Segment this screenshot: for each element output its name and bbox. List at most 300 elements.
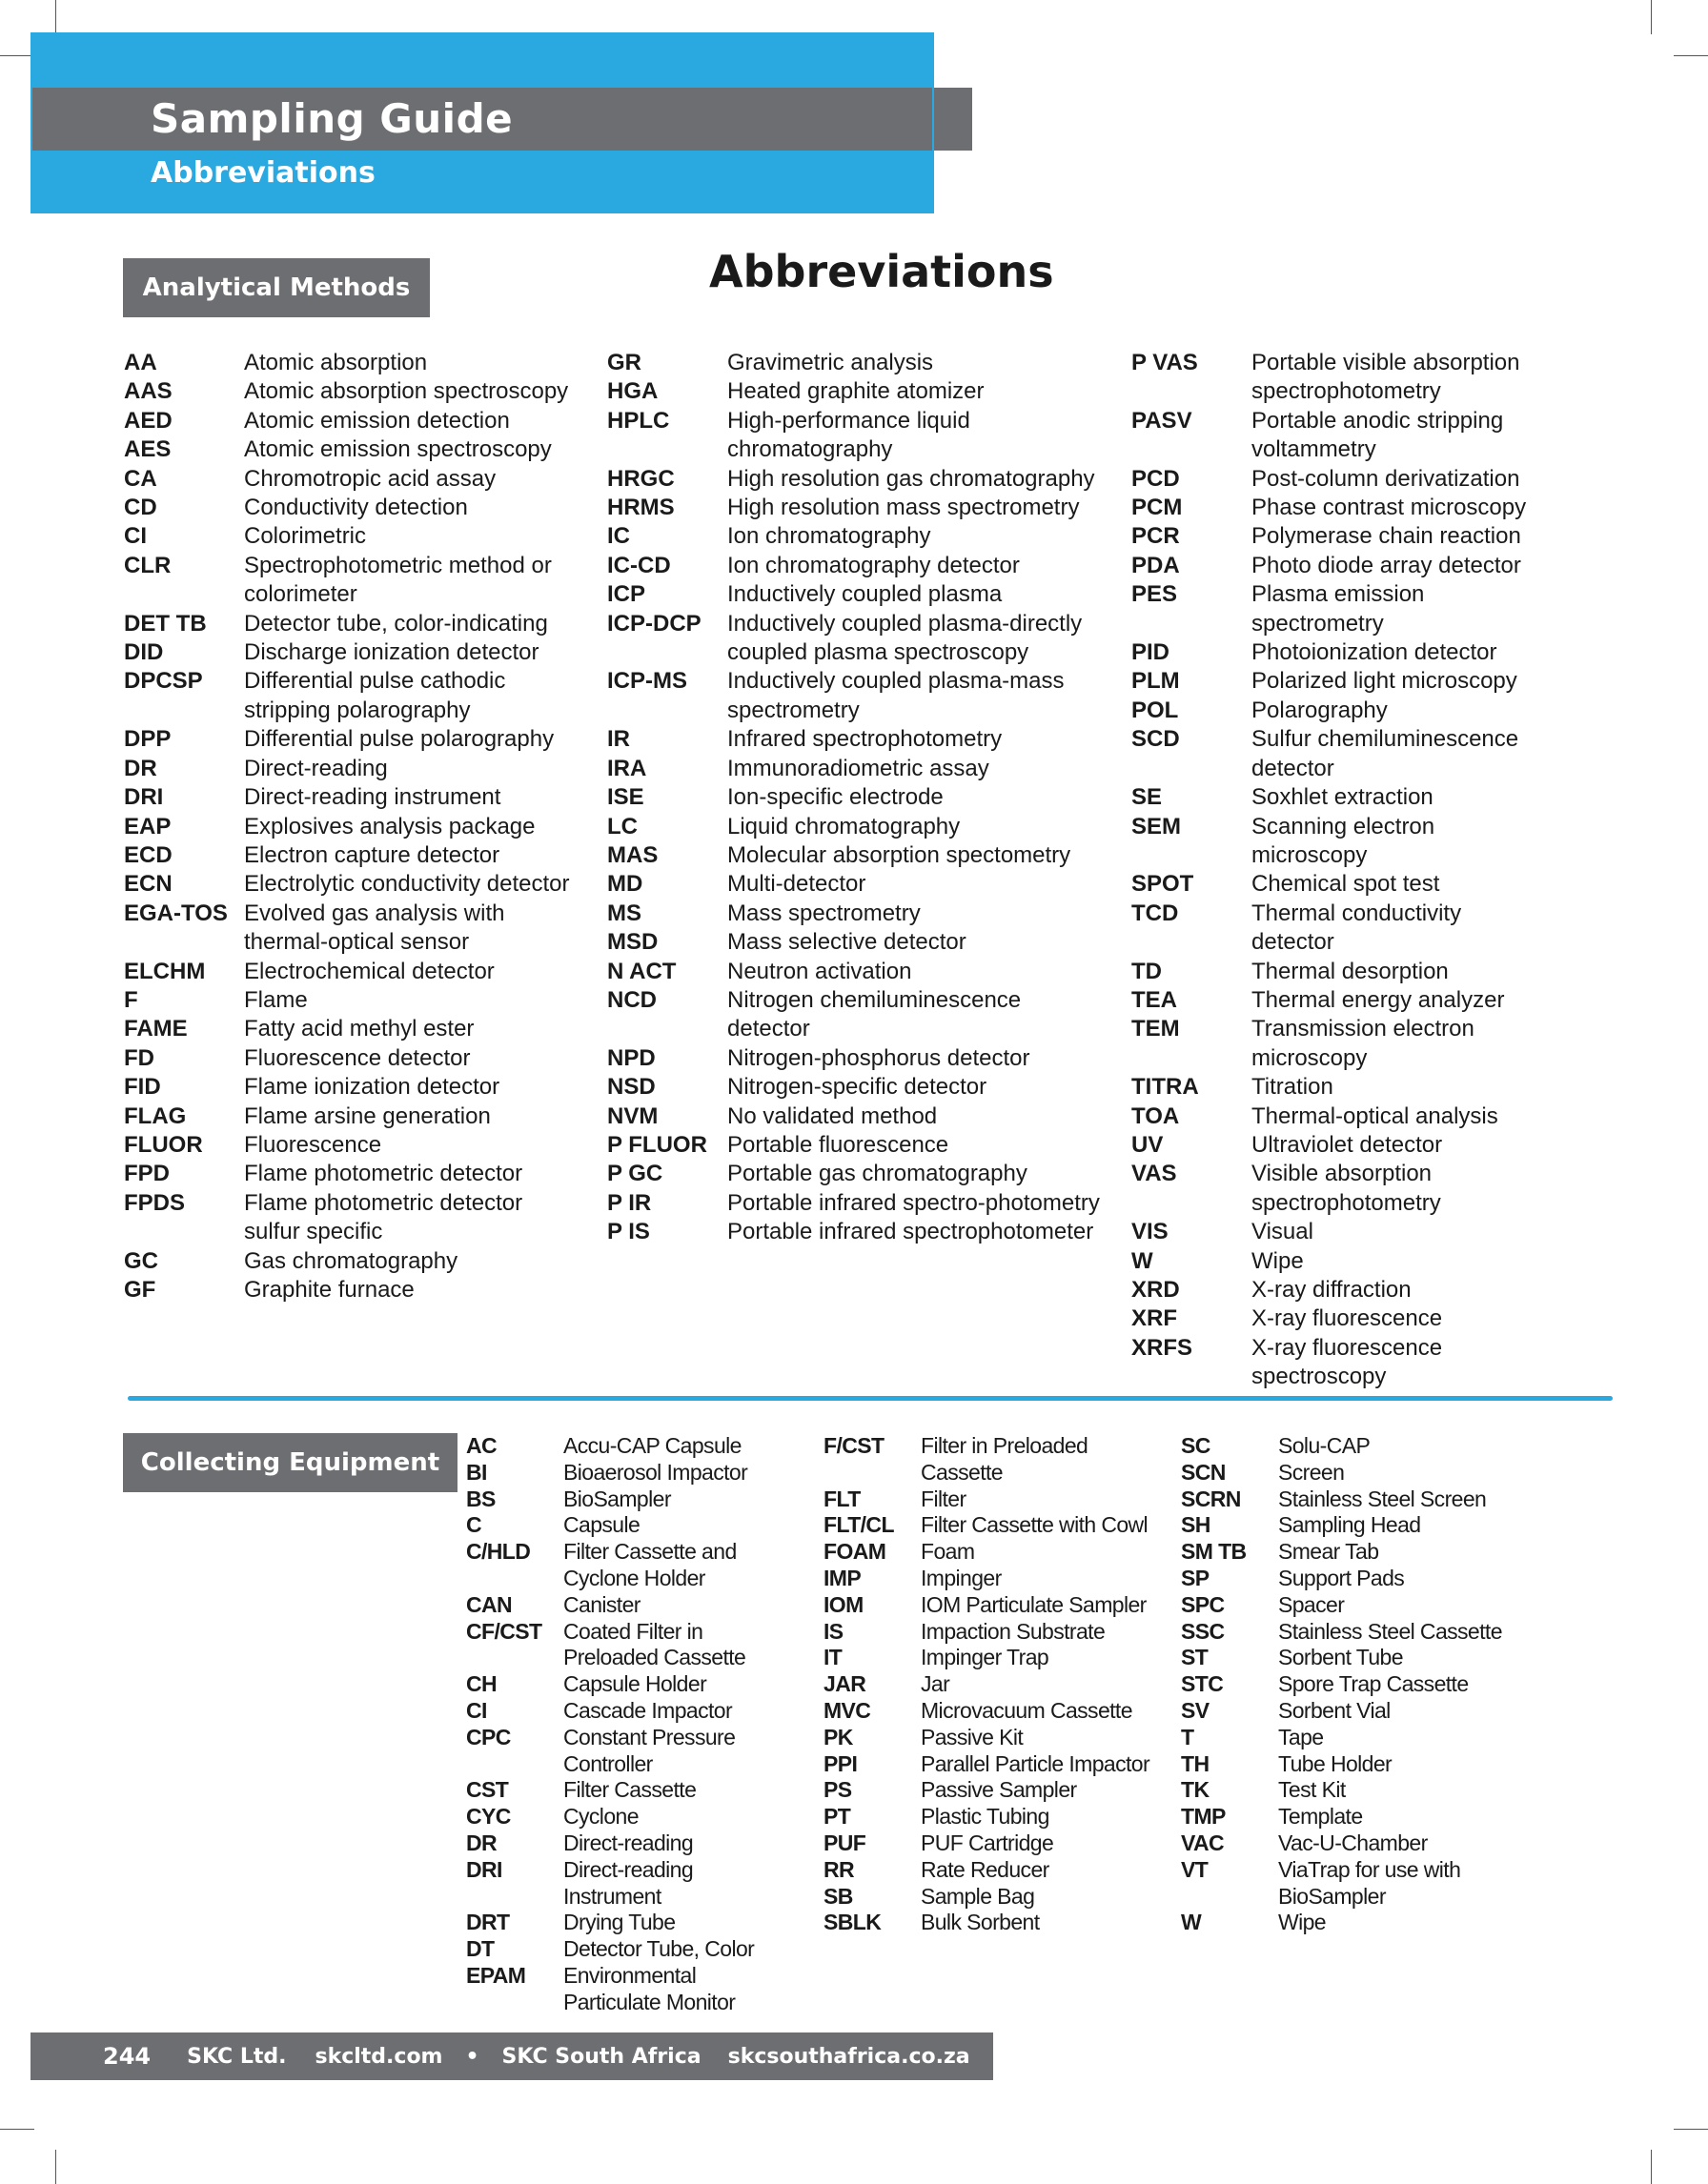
abbreviation-entry (607, 580, 1103, 609)
abbreviation-code: C (466, 1512, 482, 1538)
abbreviation-code: CYC (466, 1804, 511, 1830)
abbreviation-definition: Electron capture detector (244, 841, 500, 868)
abbreviation-definition: Portable visible absorption spectrophotometry (1251, 350, 1520, 405)
abbreviation-definition: Thermal desorption (1251, 958, 1449, 984)
abbreviation-code: SSC (1181, 1618, 1225, 1644)
equipment-entry (1181, 1433, 1534, 1460)
abbreviation-definition: Atomic emission spectroscopy (244, 436, 552, 463)
abbreviation-entry (607, 725, 1103, 754)
abbreviation-code: EAP (124, 813, 172, 839)
abbreviation-definition: Flame photometric detector sulfur specific (244, 1189, 523, 1245)
equipment-entry (1181, 1857, 1534, 1911)
abbreviation-entry (607, 841, 1103, 870)
abbreviation-code: AES (124, 436, 172, 463)
abbreviation-code: TEA (1131, 986, 1177, 1013)
equipment-entry (466, 1592, 790, 1619)
abbreviation-definition: Conductivity detection (244, 495, 468, 521)
abbreviation-definition: Nitrogen-specific detector (727, 1074, 987, 1101)
abbreviation-code: MSD (607, 929, 659, 956)
abbreviation-definition: Sampling Head (1278, 1512, 1421, 1538)
abbreviation-entry (124, 610, 572, 638)
abbreviation-definition: Tube Holder (1278, 1750, 1393, 1776)
abbreviation-definition: Jar (921, 1671, 950, 1697)
abbreviation-definition: Fluorescence detector (244, 1044, 471, 1071)
analytical-column-2 (607, 349, 1103, 1247)
abbreviation-entry (124, 435, 572, 464)
abbreviation-definition: Immunoradiometric assay (727, 755, 989, 781)
page-number: 244 (103, 2043, 152, 2070)
abbreviation-definition: Ion chromatography detector (727, 552, 1020, 578)
abbreviation-definition: Test Kit (1278, 1777, 1346, 1803)
equipment-entry (466, 1512, 790, 1539)
abbreviation-entry (124, 552, 572, 610)
abbreviation-code: ICP-DCP (607, 610, 702, 637)
abbreviation-definition: X-ray fluorescence (1251, 1305, 1443, 1332)
equipment-entry (466, 1804, 790, 1830)
abbreviation-code: TMP (1181, 1804, 1226, 1830)
abbreviation-code: DT (466, 1936, 495, 1962)
abbreviation-code: LC (607, 813, 638, 839)
abbreviation-entry (607, 667, 1103, 725)
abbreviation-code: F (124, 986, 138, 1013)
equipment-entry (1181, 1804, 1534, 1830)
equipment-entry (824, 1698, 1152, 1725)
equipment-entry (1181, 1725, 1534, 1751)
equipment-entry (1181, 1619, 1534, 1646)
abbreviation-entry (607, 1102, 1103, 1131)
abbreviation-definition: Graphite furnace (244, 1277, 415, 1303)
equipment-entry (824, 1645, 1152, 1671)
abbreviation-entry (1131, 1276, 1541, 1304)
abbreviation-entry (124, 638, 572, 667)
abbreviation-definition: BioSampler (563, 1486, 671, 1511)
abbreviation-code: FLAG (124, 1102, 187, 1129)
equipment-column-3 (1181, 1433, 1534, 1936)
equipment-column-2 (824, 1433, 1152, 1936)
abbreviation-entry (607, 1131, 1103, 1160)
abbreviation-entry (607, 494, 1103, 522)
abbreviation-definition: Differential pulse cathodic stripping polarography (244, 668, 506, 723)
abbreviation-code: CA (124, 465, 157, 492)
equipment-entry (824, 1804, 1152, 1830)
abbreviation-code: P FLUOR (607, 1131, 707, 1158)
abbreviation-code: CI (124, 523, 147, 550)
abbreviation-code: XRD (1131, 1277, 1180, 1303)
abbreviation-code: PASV (1131, 407, 1192, 434)
abbreviation-definition: Fluorescence (244, 1131, 382, 1158)
abbreviation-code: GF (124, 1277, 156, 1303)
abbreviation-definition: Molecular absorption spectometry (727, 841, 1071, 868)
abbreviation-code: ICP (607, 581, 646, 608)
abbreviation-definition: Vac-U-Chamber (1278, 1830, 1428, 1855)
abbreviation-code: ECD (124, 841, 173, 868)
abbreviation-definition: Flame photometric detector (244, 1161, 523, 1187)
abbreviation-code: CF/CST (466, 1618, 542, 1644)
abbreviation-code: PID (1131, 639, 1170, 666)
abbreviation-definition: Differential pulse polarography (244, 726, 555, 753)
abbreviation-entry (607, 870, 1103, 899)
abbreviation-code: PCD (1131, 465, 1180, 492)
abbreviation-definition: Spore Trap Cassette (1278, 1671, 1469, 1697)
abbreviation-definition: Capsule Holder (563, 1671, 707, 1697)
abbreviation-definition: Flame (244, 986, 308, 1013)
abbreviation-definition: Mass selective detector (727, 929, 966, 956)
abbreviation-code: FID (124, 1074, 161, 1101)
abbreviation-definition: Thermal energy analyzer (1251, 986, 1505, 1013)
abbreviation-entry (1131, 1073, 1541, 1102)
abbreviation-definition: Explosives analysis package (244, 813, 536, 839)
abbreviation-code: C/HLD (466, 1539, 531, 1565)
equipment-entry (1181, 1539, 1534, 1566)
crop-mark (0, 2129, 34, 2130)
equipment-entry (466, 1539, 790, 1592)
analytical-column-3 (1131, 349, 1541, 1392)
abbreviation-definition: Parallel Particle Impactor (921, 1750, 1150, 1776)
abbreviation-code: PCR (1131, 523, 1180, 550)
abbreviation-definition: Foam (921, 1539, 975, 1565)
equipment-entry (466, 1830, 790, 1857)
abbreviation-definition: Visual (1251, 1219, 1313, 1245)
abbreviation-entry (1131, 349, 1541, 407)
abbreviation-code: TK (1181, 1777, 1210, 1803)
abbreviation-code: P IS (607, 1219, 650, 1245)
equipment-entry (466, 1671, 790, 1698)
abbreviation-code: AC (466, 1433, 498, 1458)
abbreviation-definition: Portable infrared spectrophotometer (727, 1219, 1094, 1245)
abbreviation-code: AED (124, 407, 173, 434)
abbreviation-code: T (1181, 1724, 1194, 1749)
abbreviation-entry (1131, 725, 1541, 783)
abbreviation-code: VAS (1131, 1161, 1177, 1187)
abbreviation-code: FAME (124, 1016, 188, 1042)
abbreviation-entry (124, 349, 572, 377)
abbreviation-definition: Post-column derivatization (1251, 465, 1520, 492)
abbreviation-definition: Accu-CAP Capsule (563, 1433, 742, 1458)
equipment-entry (824, 1486, 1152, 1513)
abbreviation-code: XRF (1131, 1305, 1177, 1332)
abbreviation-definition: Infrared spectrophotometry (727, 726, 1003, 753)
abbreviation-definition: Inductively coupled plasma-directly coupled plasma spectroscopy (727, 610, 1083, 666)
abbreviation-definition: IOM Particulate Sampler (921, 1591, 1147, 1617)
abbreviation-entry (607, 755, 1103, 783)
equipment-entry (824, 1857, 1152, 1884)
abbreviation-code: DPCSP (124, 668, 203, 695)
abbreviation-definition: Cyclone (563, 1804, 639, 1830)
abbreviation-entry (124, 1247, 572, 1276)
abbreviation-code: W (1181, 1910, 1202, 1935)
abbreviation-entry (607, 465, 1103, 494)
abbreviation-definition: Wipe (1251, 1247, 1304, 1274)
equipment-entry (1181, 1830, 1534, 1857)
abbreviation-definition: Bulk Sorbent (921, 1910, 1040, 1935)
abbreviation-definition: Chemical spot test (1251, 871, 1440, 898)
abbreviation-code: SP (1181, 1565, 1210, 1590)
abbreviation-code: FLT (824, 1486, 861, 1511)
abbreviation-definition: Passive Kit (921, 1724, 1024, 1749)
abbreviation-definition: Template (1278, 1804, 1363, 1830)
abbreviation-code: SH (1181, 1512, 1210, 1538)
abbreviation-definition: Heated graphite atomizer (727, 378, 985, 405)
analytical-column-1 (124, 349, 572, 1304)
abbreviation-entry (124, 377, 572, 406)
abbreviation-code: FPDS (124, 1189, 186, 1216)
abbreviation-definition: Visible absorption spectrophotometry (1251, 1161, 1441, 1216)
abbreviation-entry (1131, 783, 1541, 812)
equipment-entry (466, 1777, 790, 1804)
abbreviation-definition: Plasma emission spectrometry (1251, 581, 1425, 637)
abbreviation-definition: Nitrogen chemiluminescence detector (727, 986, 1022, 1042)
abbreviation-entry (1131, 580, 1541, 638)
abbreviation-definition: Gravimetric analysis (727, 350, 934, 375)
equipment-entry (1181, 1645, 1534, 1671)
abbreviation-definition: Detector tube, color-indicating (244, 610, 548, 637)
abbreviation-code: TCD (1131, 900, 1179, 926)
equipment-entry (824, 1539, 1152, 1566)
abbreviation-definition: Capsule (563, 1512, 640, 1538)
abbreviation-code: NPD (607, 1044, 656, 1071)
abbreviation-entry (607, 610, 1103, 668)
abbreviation-code: DRT (466, 1910, 510, 1935)
equipment-entry (824, 1433, 1152, 1486)
abbreviation-definition: Stainless Steel Cassette (1278, 1618, 1502, 1644)
section-divider (128, 1396, 1613, 1401)
abbreviation-code: STC (1181, 1671, 1224, 1697)
abbreviation-code: SPOT (1131, 871, 1194, 898)
abbreviation-entry (124, 900, 572, 958)
abbreviation-code: IC-CD (607, 552, 671, 578)
abbreviation-entry (607, 1073, 1103, 1102)
abbreviation-definition: Direct-reading (563, 1830, 694, 1855)
abbreviation-entry (124, 465, 572, 494)
abbreviation-code: MAS (607, 841, 659, 868)
abbreviation-entry (124, 958, 572, 986)
abbreviation-definition: Gas chromatography (244, 1247, 458, 1274)
footer-site-1: skcltd.com (315, 2044, 443, 2069)
abbreviation-code: RR (824, 1856, 855, 1882)
abbreviation-code: IC (607, 523, 630, 550)
equipment-entry (466, 1725, 790, 1778)
abbreviation-entry (124, 813, 572, 841)
equipment-entry (824, 1910, 1152, 1936)
abbreviation-code: VIS (1131, 1219, 1169, 1245)
abbreviation-entry (124, 783, 572, 812)
abbreviation-code: PT (824, 1804, 851, 1830)
abbreviation-entry (607, 407, 1103, 465)
abbreviation-code: ST (1181, 1645, 1209, 1670)
abbreviation-entry (1131, 638, 1541, 667)
abbreviation-entry (1131, 407, 1541, 465)
abbreviation-entry (607, 349, 1103, 377)
abbreviation-entry (1131, 494, 1541, 522)
abbreviation-entry (1131, 667, 1541, 696)
abbreviation-definition: Phase contrast microscopy (1251, 495, 1527, 521)
abbreviation-code: SB (824, 1883, 853, 1909)
abbreviation-entry (607, 958, 1103, 986)
abbreviation-code: HGA (607, 378, 659, 405)
abbreviation-definition: Sorbent Tube (1278, 1645, 1403, 1670)
abbreviation-code: VAC (1181, 1830, 1225, 1855)
abbreviation-code: HRGC (607, 465, 675, 492)
abbreviation-definition: Colorimetric (244, 523, 367, 550)
abbreviation-definition: Atomic emission detection (244, 407, 510, 434)
abbreviation-entry (124, 755, 572, 783)
abbreviation-code: TH (1181, 1750, 1210, 1776)
abbreviation-definition: Electrolytic conductivity detector (244, 871, 570, 898)
abbreviation-definition: Polymerase chain reaction (1251, 523, 1521, 550)
abbreviation-entry (124, 725, 572, 754)
abbreviation-definition: Coated Filter in Preloaded Cassette (563, 1618, 746, 1670)
abbreviation-entry (1131, 870, 1541, 899)
abbreviation-definition: Nitrogen-phosphorus detector (727, 1044, 1030, 1071)
footer-bar (30, 2032, 993, 2080)
abbreviation-definition: Wipe (1278, 1910, 1327, 1935)
abbreviation-entry (607, 1044, 1103, 1073)
abbreviation-definition: Portable infrared spectro-photometry (727, 1189, 1100, 1216)
abbreviation-code: DPP (124, 726, 172, 753)
abbreviation-code: PCM (1131, 495, 1183, 521)
abbreviation-definition: Canister (563, 1591, 640, 1617)
header-subtitle: Abbreviations (151, 156, 376, 190)
abbreviation-entry (1131, 522, 1541, 551)
abbreviation-definition: Tape (1278, 1724, 1324, 1749)
abbreviation-code: PS (824, 1777, 852, 1803)
equipment-entry (466, 1433, 790, 1460)
abbreviation-definition: Direct-reading Instrument (563, 1856, 694, 1909)
abbreviation-code: HPLC (607, 407, 670, 434)
equipment-entry (824, 1751, 1152, 1778)
collecting-equipment-label: Collecting Equipment (123, 1433, 458, 1492)
abbreviation-code: BI (466, 1459, 487, 1485)
abbreviation-definition: Chromotropic acid assay (244, 465, 497, 492)
abbreviation-code: FLUOR (124, 1131, 203, 1158)
abbreviation-definition: Neutron activation (727, 958, 912, 984)
equipment-entry (466, 1857, 790, 1911)
abbreviation-entry (1131, 1102, 1541, 1131)
abbreviation-definition: Filter (921, 1486, 966, 1511)
equipment-entry (466, 1619, 790, 1672)
abbreviation-definition: Thermal conductivity detector (1251, 900, 1462, 956)
abbreviation-code: PK (824, 1724, 853, 1749)
abbreviation-definition: Ion chromatography (727, 523, 931, 550)
abbreviation-code: MVC (824, 1697, 871, 1723)
equipment-entry (824, 1884, 1152, 1911)
abbreviation-code: ECN (124, 871, 173, 898)
abbreviation-code: PUF (824, 1830, 866, 1855)
abbreviation-entry (124, 1073, 572, 1102)
abbreviation-definition: Inductively coupled plasma-mass spectrometry (727, 668, 1065, 723)
abbreviation-definition: Inductively coupled plasma (727, 581, 1003, 608)
abbreviation-entry (124, 1044, 572, 1073)
abbreviation-entry (607, 900, 1103, 928)
abbreviation-entry (607, 783, 1103, 812)
abbreviation-code: SE (1131, 784, 1163, 811)
abbreviation-code: SV (1181, 1697, 1210, 1723)
abbreviation-code: MS (607, 900, 641, 926)
abbreviation-code: DR (466, 1830, 498, 1855)
abbreviation-definition: Polarography (1251, 697, 1388, 723)
abbreviation-entry (124, 1102, 572, 1131)
abbreviation-definition: Polarized light microscopy (1251, 668, 1517, 695)
abbreviation-definition: Plastic Tubing (921, 1804, 1049, 1830)
footer-site-2: skcsouthafrica.co.za (727, 2044, 970, 2069)
abbreviation-code: SCD (1131, 726, 1180, 753)
abbreviation-definition: PUF Cartridge (921, 1830, 1054, 1855)
equipment-entry (1181, 1592, 1534, 1619)
abbreviation-definition: Discharge ionization detector (244, 639, 539, 666)
abbreviation-code: ISE (607, 784, 644, 811)
abbreviation-definition: Atomic absorption (244, 350, 428, 375)
abbreviation-code: DRI (124, 784, 164, 811)
abbreviation-code: P GC (607, 1161, 663, 1187)
abbreviation-definition: Filter Cassette and Cyclone Holder (563, 1539, 737, 1590)
abbreviation-entry (1131, 813, 1541, 871)
abbreviation-entry (1131, 900, 1541, 958)
abbreviation-entry (124, 986, 572, 1015)
abbreviation-code: CLR (124, 552, 172, 578)
abbreviation-definition: No validated method (727, 1102, 938, 1129)
abbreviation-code: FLT/CL (824, 1512, 894, 1538)
abbreviation-definition: Passive Sampler (921, 1777, 1077, 1803)
abbreviation-definition: Soxhlet extraction (1251, 784, 1434, 811)
footer-company-2: SKC South Africa (501, 2044, 702, 2069)
equipment-entry (824, 1592, 1152, 1619)
equipment-entry (1181, 1460, 1534, 1486)
abbreviation-definition: Ion-specific electrode (727, 784, 944, 811)
equipment-entry (466, 1910, 790, 1936)
abbreviation-code: IS (824, 1618, 844, 1644)
abbreviation-definition: Impaction Substrate (921, 1618, 1106, 1644)
crop-mark (1674, 2129, 1708, 2130)
abbreviation-code: P IR (607, 1189, 652, 1216)
abbreviation-definition: Multi-detector (727, 871, 866, 898)
equipment-entry (466, 1486, 790, 1513)
abbreviation-definition: Photoionization detector (1251, 639, 1497, 666)
abbreviation-definition: Spectrophotometric method or colorimeter (244, 552, 552, 608)
abbreviation-code: IT (824, 1645, 843, 1670)
abbreviation-definition: Rate Reducer (921, 1856, 1049, 1882)
abbreviation-definition: Filter in Preloaded Cassette (921, 1433, 1088, 1485)
abbreviation-definition: Sorbent Vial (1278, 1697, 1391, 1723)
abbreviation-entry (1131, 1015, 1541, 1073)
abbreviation-code: NCD (607, 986, 657, 1013)
abbreviation-definition: Thermal-optical analysis (1251, 1102, 1498, 1129)
abbreviation-code: BS (466, 1486, 496, 1511)
abbreviation-entry (1131, 1218, 1541, 1246)
abbreviation-entry (1131, 465, 1541, 494)
abbreviation-entry (1131, 697, 1541, 725)
equipment-entry (466, 1698, 790, 1725)
abbreviation-definition: Transmission electron microscopy (1251, 1016, 1474, 1071)
abbreviation-definition: Photo diode array detector (1251, 552, 1521, 578)
abbreviation-definition: X-ray fluorescence spectroscopy (1251, 1334, 1443, 1390)
abbreviation-entry (607, 1189, 1103, 1218)
abbreviation-code: VT (1181, 1856, 1209, 1882)
abbreviation-code: F/CST (824, 1433, 884, 1458)
abbreviation-code: GR (607, 350, 641, 375)
abbreviation-code: SEM (1131, 813, 1182, 839)
abbreviation-definition: Spacer (1278, 1591, 1345, 1617)
abbreviation-definition: Support Pads (1278, 1565, 1405, 1590)
page-title: Abbreviations (709, 246, 1054, 297)
equipment-entry (466, 1936, 790, 1963)
abbreviation-code: POL (1131, 697, 1179, 723)
abbreviation-definition: Atomic absorption spectroscopy (244, 378, 569, 405)
abbreviation-entry (124, 870, 572, 899)
abbreviation-code: PES (1131, 581, 1178, 608)
abbreviation-code: DR (124, 755, 157, 781)
abbreviation-entry (124, 1160, 572, 1188)
abbreviation-definition: Constant Pressure Controller (563, 1724, 736, 1776)
